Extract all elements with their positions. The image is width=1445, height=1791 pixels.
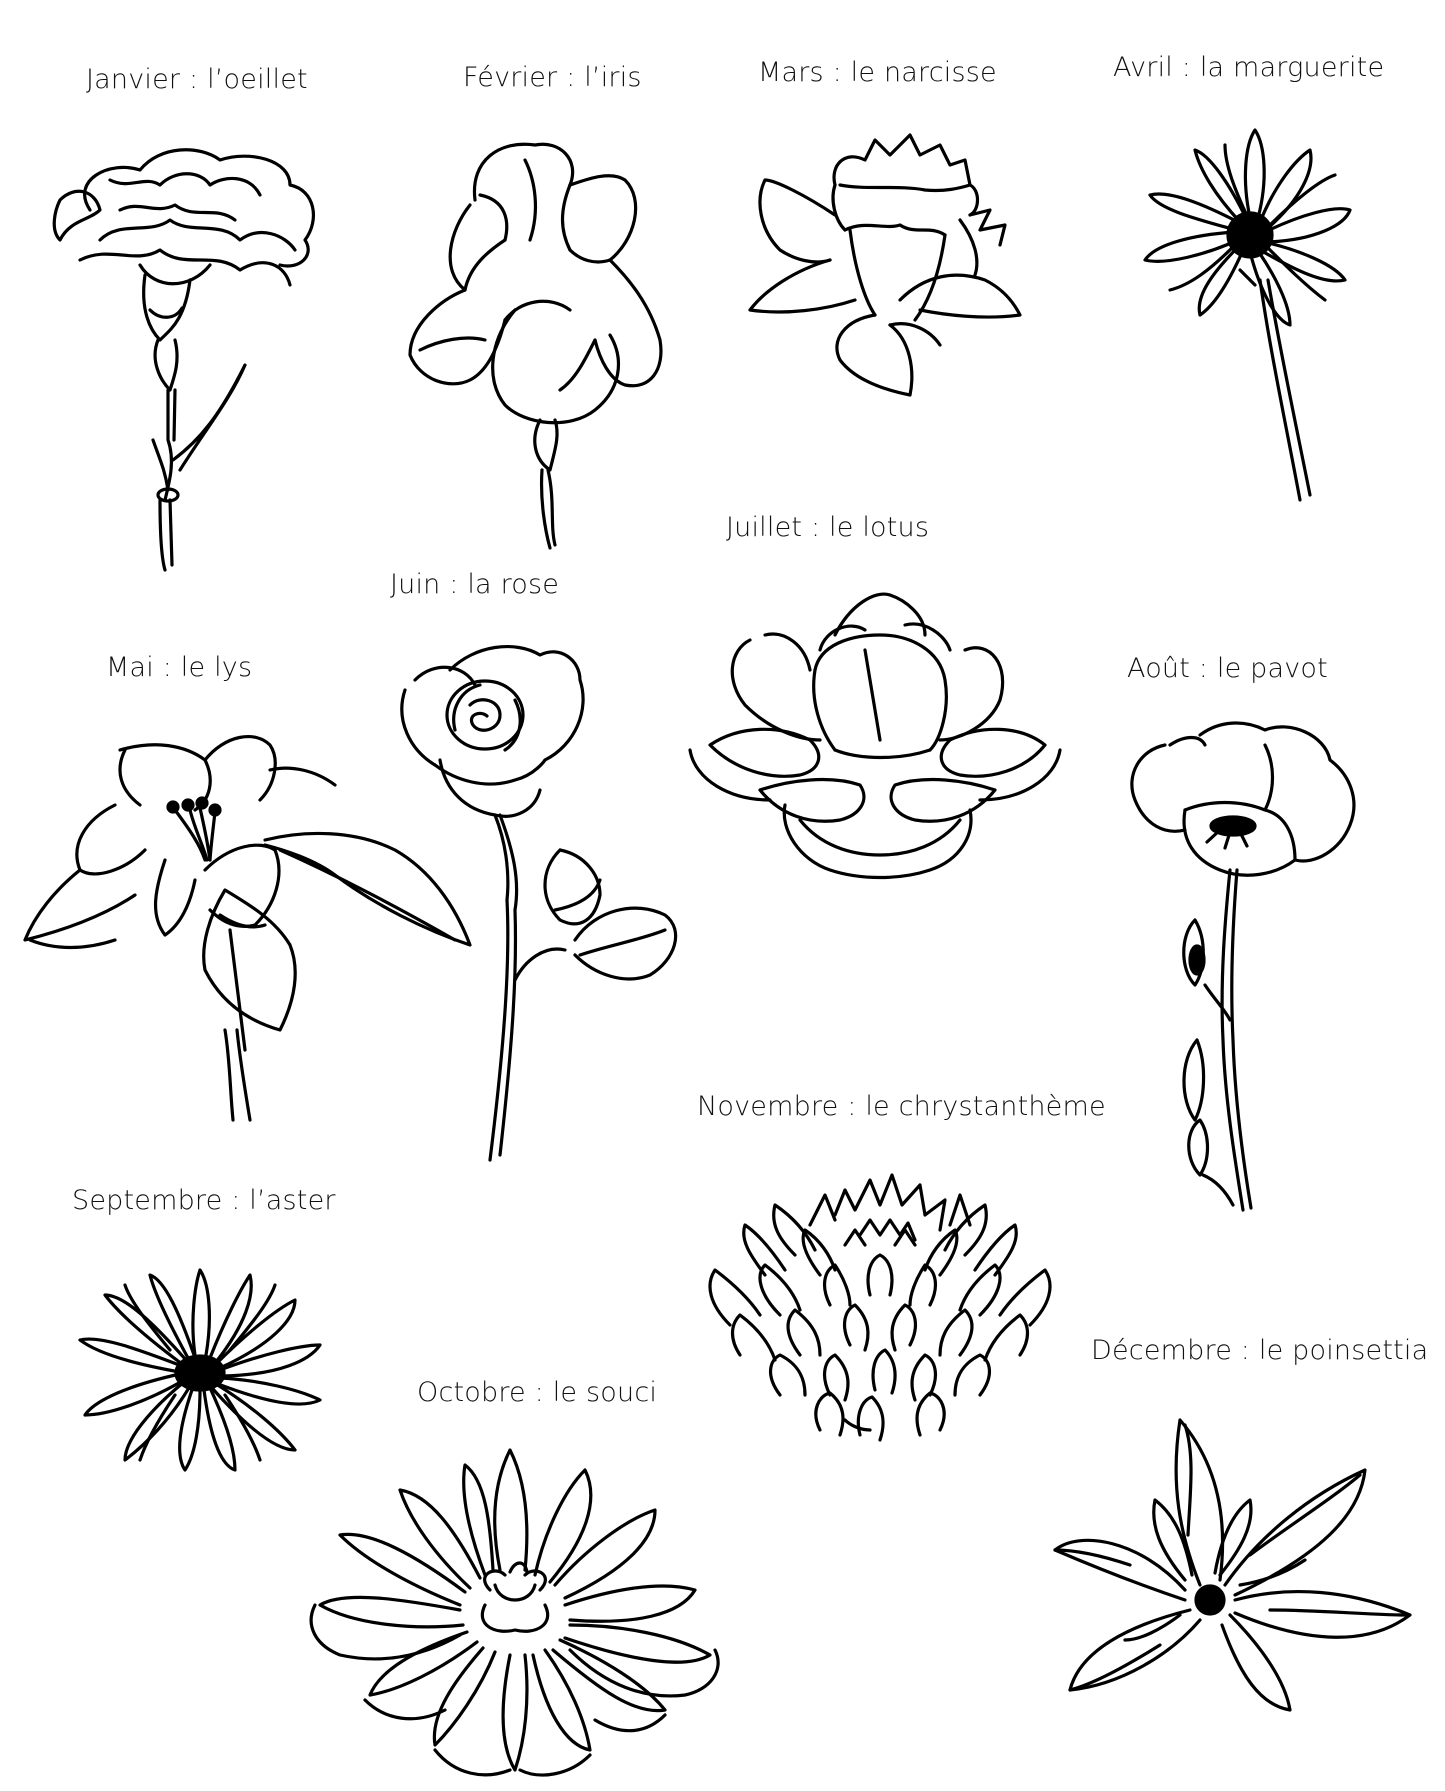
label-february: Février : l’iris [463, 62, 642, 93]
label-april: Avril : la marguerite [1113, 52, 1385, 83]
daisy-drawing-icon [1120, 120, 1385, 505]
label-july: Juillet : le lotus [726, 512, 930, 543]
lily-drawing-icon [25, 730, 485, 1130]
poppy-drawing-icon [1125, 720, 1365, 1215]
iris-drawing-icon [410, 140, 685, 550]
marigold-drawing-icon [290, 1435, 740, 1780]
label-june: Juin : la rose [390, 569, 560, 600]
poinsettia-drawing-icon [1005, 1385, 1415, 1715]
carnation-drawing-icon [50, 140, 320, 570]
label-august: Août : le pavot [1127, 653, 1328, 684]
daffodil-drawing-icon [725, 130, 1035, 400]
label-october: Octobre : le souci [417, 1377, 658, 1408]
label-march: Mars : le narcisse [758, 57, 997, 88]
label-january: Janvier : l’oeillet [86, 64, 308, 95]
label-november: Novembre : le chrystanthème [697, 1091, 1106, 1122]
lotus-drawing-icon [690, 590, 1065, 880]
label-may: Mai : le lys [106, 652, 253, 683]
label-december: Décembre : le poinsettia [1091, 1335, 1429, 1366]
label-september: Septembre : l’aster [72, 1185, 336, 1216]
